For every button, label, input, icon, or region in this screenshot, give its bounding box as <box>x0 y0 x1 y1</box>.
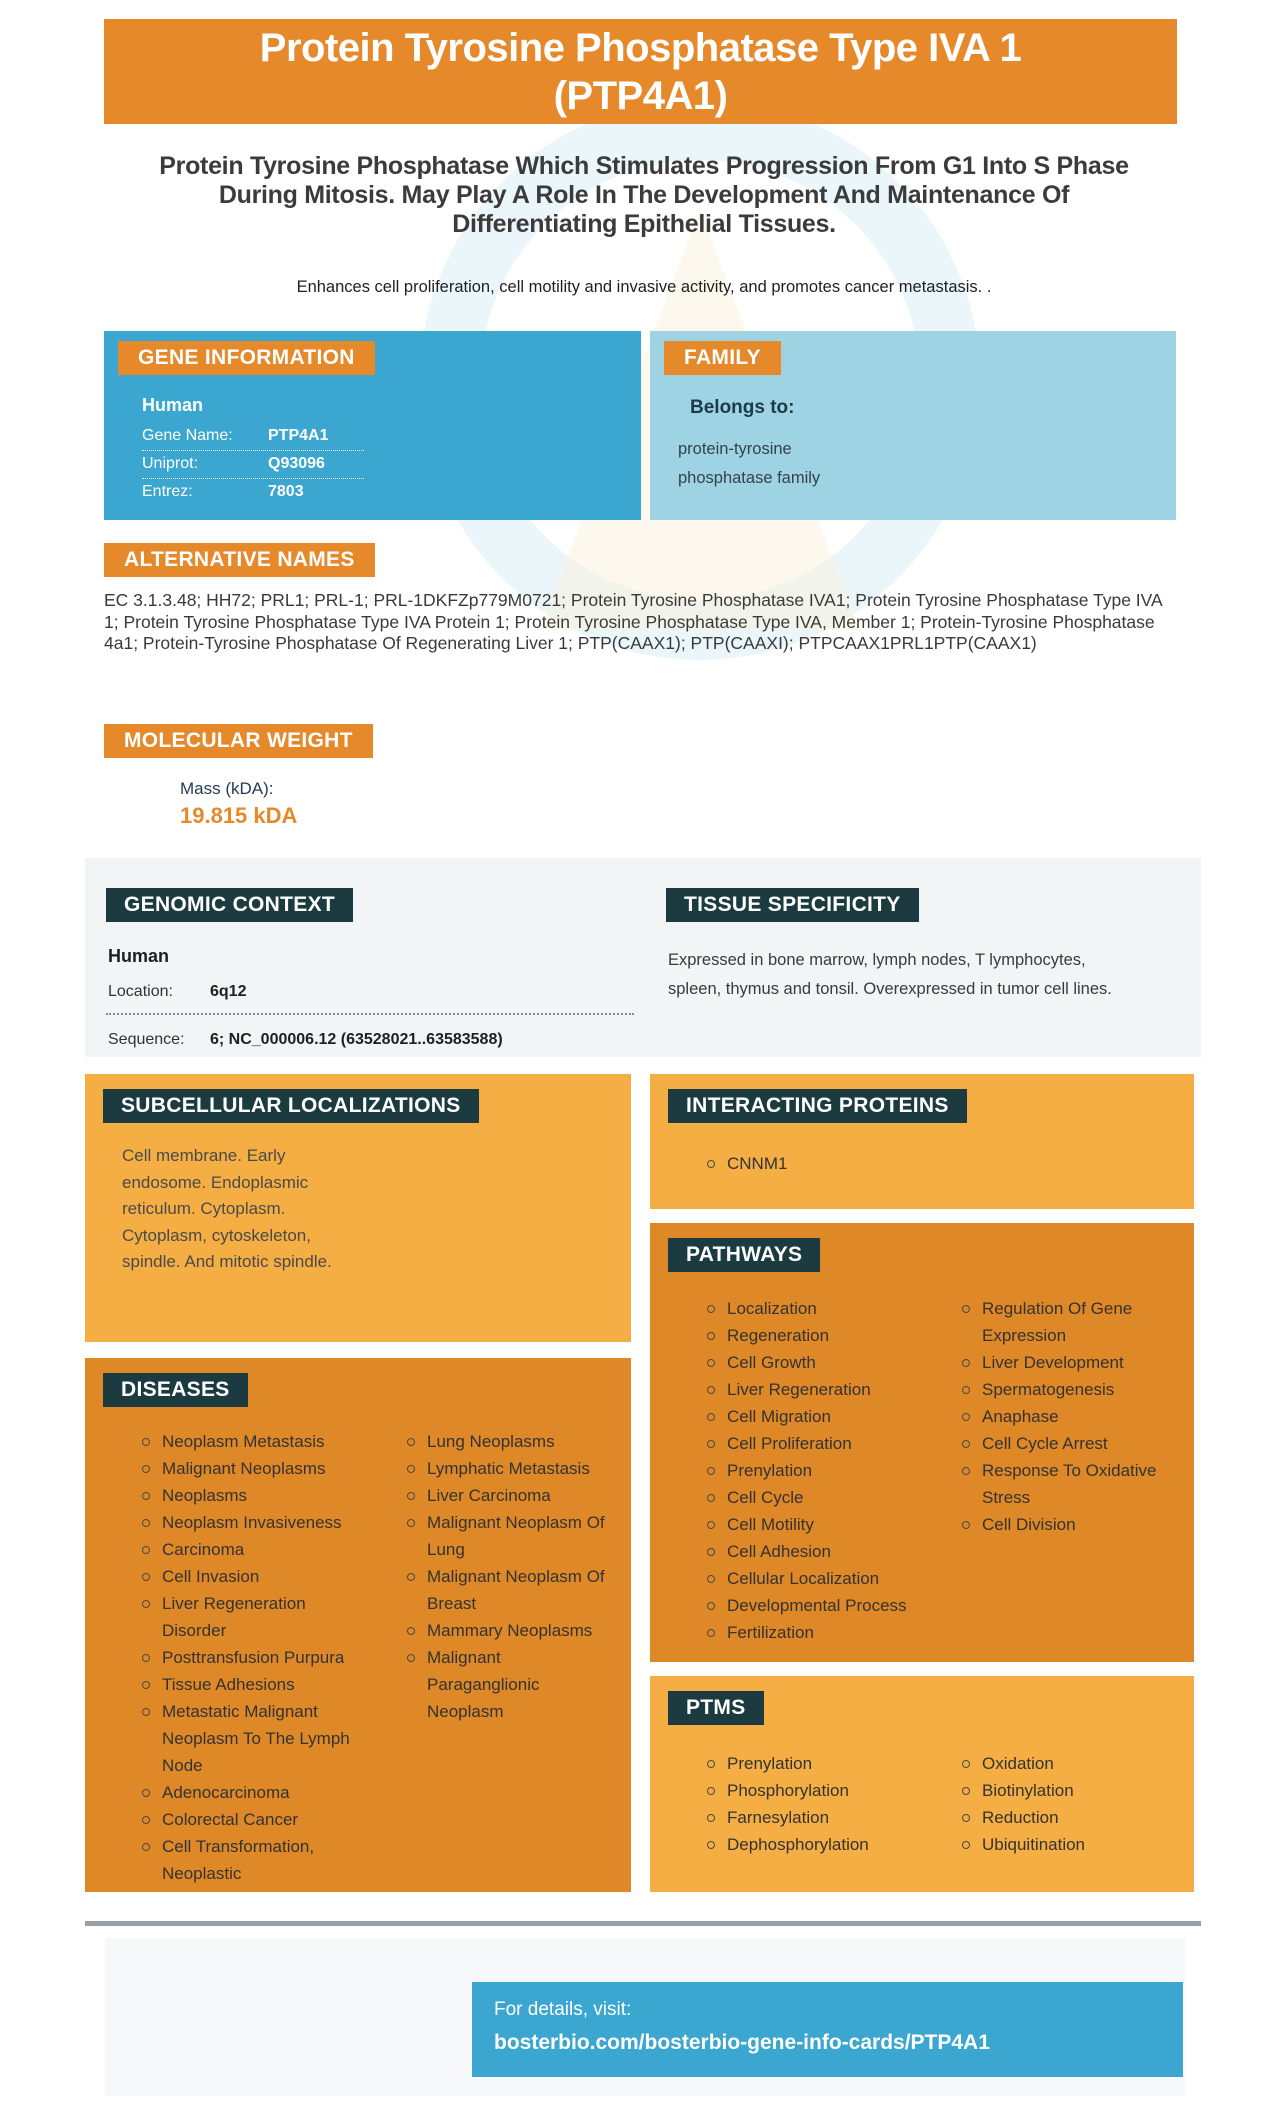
disease-item: Neoplasms <box>135 1482 353 1509</box>
pathway-item: Response To Oxidative Stress <box>955 1457 1167 1511</box>
tissue-specificity-text: Expressed in bone marrow, lymph nodes, T lymphocytes, spleen, thymus and tonsil. Overexpressed in tumor cell lines. <box>668 951 1112 998</box>
family-section <box>650 331 1176 520</box>
gene-name-row <box>142 423 364 451</box>
page-subtitle: Protein Tyrosine Phosphatase Which Stimulates Progression From G1 Into S Phase During Mitosis. May Play A Role In The Development And Maintenance Of Differentiating Epithelial Tissues. <box>159 152 1129 238</box>
subcellular-localizations-text: Cell membrane. Early endosome. Endoplasmic reticulum. Cytoplasm. Cytoplasm, cytoskeleton, spindle. And mitotic spindle. <box>122 1146 332 1271</box>
uniprot-row <box>142 451 364 479</box>
species-label: Human <box>142 395 204 415</box>
dotted-divider <box>106 1013 634 1015</box>
ptm-item: Farnesylation <box>700 1804 935 1831</box>
gene-information-heading: GENE INFORMATION <box>118 341 375 375</box>
pathway-item: Localization <box>700 1295 935 1322</box>
page-title: Protein Tyrosine Phosphatase Type IVA 1 (PTP4A1) <box>259 25 1022 118</box>
uniprot-value: Q93096 <box>268 455 325 472</box>
pathway-item: Liver Regeneration <box>700 1376 935 1403</box>
family-value: protein-tyrosine phosphatase family <box>678 440 821 487</box>
mass-value: 19.815 kDA <box>180 803 298 828</box>
interacting-proteins-list <box>700 1150 1194 1177</box>
ptms-list-left <box>700 1750 935 1858</box>
disease-item: Tissue Adhesions <box>135 1671 353 1698</box>
disease-item: Lung Neoplasms <box>400 1428 605 1455</box>
page-description: Enhances cell proliferation, cell motility and invasive activity, and promotes cancer metastasis. . <box>296 278 992 296</box>
genomic-context-heading: GENOMIC CONTEXT <box>106 888 353 922</box>
location-label: Location: <box>108 983 173 1000</box>
pathway-item: Cell Division <box>955 1511 1167 1538</box>
pathway-item: Spermatogenesis <box>955 1376 1167 1403</box>
ptm-item: Phosphorylation <box>700 1777 935 1804</box>
disease-item: Cell Transformation, Neoplastic <box>135 1833 353 1887</box>
pathways-list-left <box>700 1295 935 1646</box>
footer-link[interactable]: bosterbio.com/bosterbio-gene-info-cards/PTP4A1 <box>494 2031 990 2054</box>
disease-item: Malignant Paraganglionic Neoplasm <box>400 1644 605 1725</box>
disease-item: Liver Regeneration Disorder <box>135 1590 353 1644</box>
diseases-section <box>85 1358 631 1892</box>
pathway-item: Cell Adhesion <box>700 1538 935 1565</box>
footer-divider <box>85 1921 1201 1926</box>
diseases-heading: DISEASES <box>103 1373 248 1407</box>
pathway-item: Cellular Localization <box>700 1565 935 1592</box>
disease-item: Metastatic Malignant Neoplasm To The Lymph Node <box>135 1698 353 1779</box>
ptm-item: Biotinylation <box>955 1777 1167 1804</box>
pathway-item: Cell Growth <box>700 1349 935 1376</box>
mass-label: Mass (kDA): <box>180 779 274 798</box>
gene-information-section <box>104 331 641 520</box>
pathways-heading: PATHWAYS <box>668 1238 820 1272</box>
gene-information-content <box>142 395 641 506</box>
disease-item: Malignant Neoplasms <box>135 1455 353 1482</box>
interacting-proteins-section <box>650 1074 1194 1209</box>
title-banner <box>104 19 1177 124</box>
disease-item: Liver Carcinoma <box>400 1482 605 1509</box>
pathway-item: Regulation Of Gene Expression <box>955 1295 1167 1349</box>
pathway-item: Developmental Process <box>700 1592 935 1619</box>
diseases-list-right <box>400 1428 605 1725</box>
disease-item: Malignant Neoplasm Of Breast <box>400 1563 605 1617</box>
gene-name-label: Gene Name: <box>142 427 233 444</box>
footer-visit-label: For details, visit: <box>494 1999 632 2020</box>
genomic-context-section <box>106 888 661 1049</box>
sequence-row <box>108 1031 661 1049</box>
pathway-item: Regeneration <box>700 1322 935 1349</box>
ptm-item: Reduction <box>955 1804 1167 1831</box>
disease-item: Carcinoma <box>135 1536 353 1563</box>
disease-item: Neoplasm Metastasis <box>135 1428 353 1455</box>
pathway-item: Cell Migration <box>700 1403 935 1430</box>
ptm-item: Dephosphorylation <box>700 1831 935 1858</box>
interacting-proteins-heading: INTERACTING PROTEINS <box>668 1089 967 1123</box>
pathways-list-right <box>955 1295 1167 1538</box>
belongs-to-label: Belongs to: <box>690 397 795 418</box>
location-value: 6q12 <box>210 983 247 1000</box>
subcellular-localizations-section <box>85 1074 631 1342</box>
pathways-section <box>650 1223 1194 1662</box>
disease-item: Cell Invasion <box>135 1563 353 1590</box>
pathway-item: Cell Cycle Arrest <box>955 1430 1167 1457</box>
entrez-value: 7803 <box>268 483 304 500</box>
disease-item: Posttransfusion Purpura <box>135 1644 353 1671</box>
footer <box>105 1938 1185 2096</box>
ptm-item: Ubiquitination <box>955 1831 1167 1858</box>
pathway-item: Cell Cycle <box>700 1484 935 1511</box>
pathway-item: Cell Proliferation <box>700 1430 935 1457</box>
entrez-row <box>142 479 364 506</box>
ptm-item: Oxidation <box>955 1750 1167 1777</box>
pathway-item: Cell Motility <box>700 1511 935 1538</box>
gene-name-value: PTP4A1 <box>268 427 329 444</box>
pathway-item: Liver Development <box>955 1349 1167 1376</box>
tissue-specificity-heading: TISSUE SPECIFICITY <box>666 888 919 922</box>
alternative-names-heading: ALTERNATIVE NAMES <box>104 543 375 577</box>
family-heading: FAMILY <box>664 341 781 375</box>
interacting-protein-item: CNNM1 <box>700 1150 1194 1177</box>
pathway-item: Prenylation <box>700 1457 935 1484</box>
alternative-names-text: EC 3.1.3.48; HH72; PRL1; PRL-1; PRL-1DKFZp779M0721; Protein Tyrosine Phosphatase IVA1; Protein Tyrosine Phosphatase Type IVA 1; Protein Tyrosine Phosphatase Type IVA Protein 1; Protein Tyrosine Phosphatase Type IVA, Member 1; Protein-Tyrosine Phosphatase 4a1; Protein-Tyrosine Phosphatase Of Regenerating Liver 1; PTP(CAAX1); PTP(CAAXI); PTPCAAX1PRL1PTP(CAAX1) <box>104 590 1162 653</box>
disease-item: Adenocarcinoma <box>135 1779 353 1806</box>
footer-link-panel <box>472 1982 1183 2077</box>
sequence-value: 6; NC_000006.12 (63528021..63583588) <box>210 1031 503 1048</box>
uniprot-label: Uniprot: <box>142 455 199 472</box>
sequence-label: Sequence: <box>108 1031 185 1048</box>
genomic-species-label: Human <box>108 946 170 966</box>
molecular-weight-heading: MOLECULAR WEIGHT <box>104 724 373 758</box>
subcellular-localizations-heading: SUBCELLULAR LOCALIZATIONS <box>103 1089 479 1123</box>
tissue-specificity-section <box>666 888 1176 1004</box>
diseases-list-left <box>135 1428 353 1887</box>
disease-item: Mammary Neoplasms <box>400 1617 605 1644</box>
ptms-section <box>650 1676 1194 1892</box>
location-row <box>108 983 661 1001</box>
entrez-label: Entrez: <box>142 483 193 500</box>
disease-item: Colorectal Cancer <box>135 1806 353 1833</box>
disease-item: Lymphatic Metastasis <box>400 1455 605 1482</box>
genomic-tissue-panel <box>85 858 1201 1057</box>
ptms-heading: PTMS <box>668 1691 764 1725</box>
disease-item: Malignant Neoplasm Of Lung <box>400 1509 605 1563</box>
pathway-item: Fertilization <box>700 1619 935 1646</box>
ptms-list-right <box>955 1750 1167 1858</box>
disease-item: Neoplasm Invasiveness <box>135 1509 353 1536</box>
pathway-item: Anaphase <box>955 1403 1167 1430</box>
ptm-item: Prenylation <box>700 1750 935 1777</box>
